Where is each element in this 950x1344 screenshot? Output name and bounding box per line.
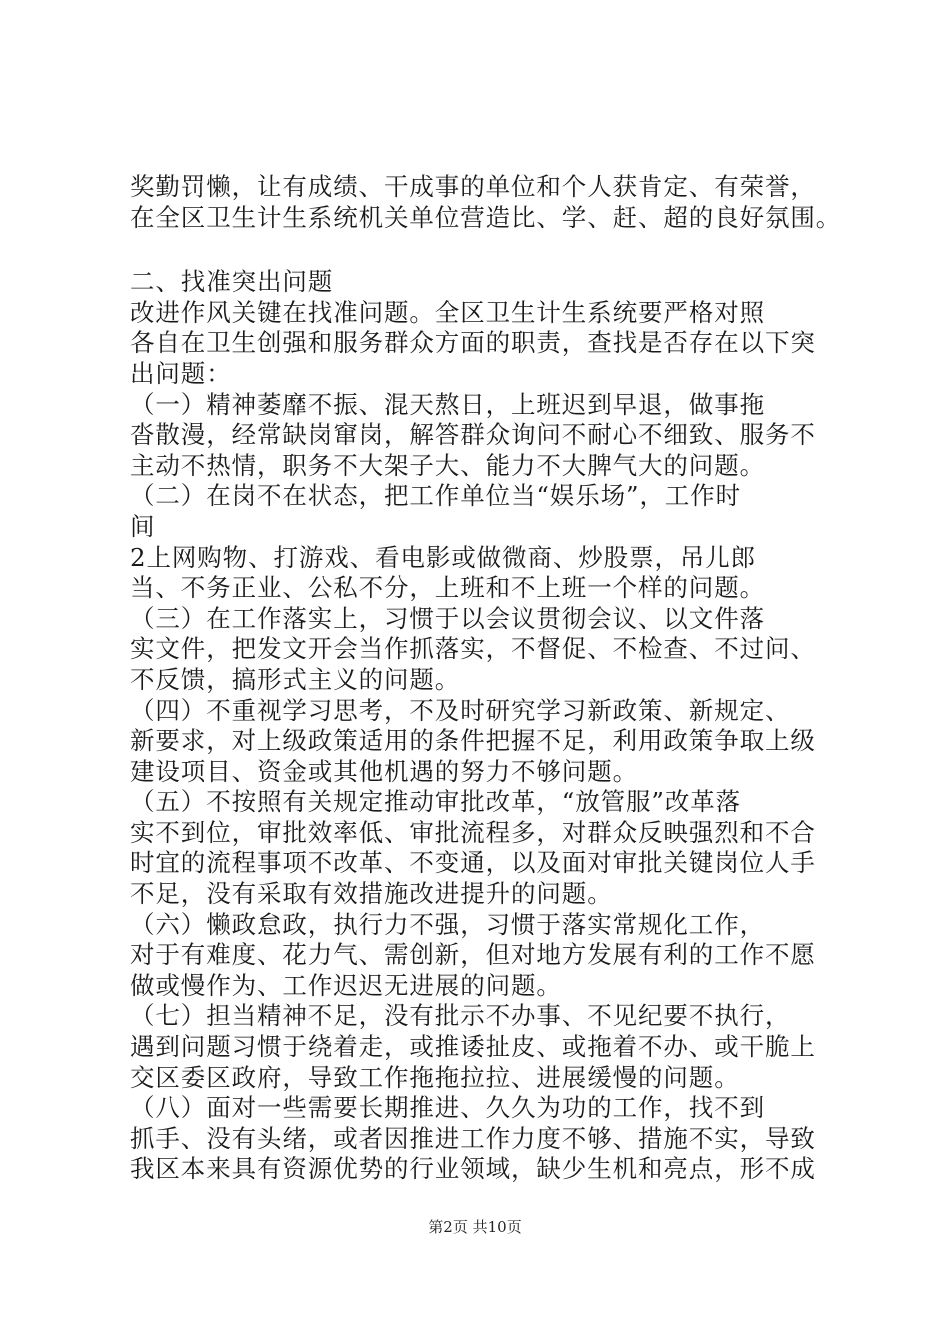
- paragraph-2: 改进作风关键在找准问题。全区卫生计生系统要严格对照 各自在卫生创强和服务群众方面的职责，查找是否存在以下突 出问题：: [130, 297, 816, 388]
- paragraph-8: （五）不按照有关规定推动审批改革，“放管服”改革落 实不到位，审批效率低、审批流程多，对群众反映强烈和不合 时宜的流程事项不改革、不变通，以及面对审批关键岗位人手 不足，没有采取有效措施改进提升的问题。: [130, 787, 816, 909]
- section-heading: 二、找准突出问题: [130, 267, 334, 297]
- paragraph-1: 奖勤罚懒，让有成绩、干成事的单位和个人获肯定、有荣誉， 在全区卫生计生系统机关单位营造比、学、赶、超的良好氛围。: [130, 172, 842, 232]
- page-footer: 第2页 共10页: [428, 1218, 522, 1236]
- paragraph-9: （六）懒政怠政，执行力不强，习惯于落实常规化工作， 对于有难度、花力气、需创新，但对地方发展有利的工作不愿 做或慢作为、工作迟迟无进展的问题。: [130, 909, 816, 1000]
- paragraph-4: （二）在岗不在状态，把工作单位当“娱乐场”，工作时 间: [130, 481, 742, 541]
- paragraph-3: （一）精神萎靡不振、混天熬日，上班迟到早退，做事拖 沓散漫，经常缺岗窜岗，解答群众询问不耐心不细致、服务不 主动不热情，职务不大架子大、能力不大脾气大的问题。: [130, 389, 816, 480]
- paragraph-10: （七）担当精神不足，没有批示不办事、不见纪要不执行， 遇到问题习惯于绕着走，或推诿扯皮、或拖着不办、或干脆上 交区委区政府，导致工作拖拖拉拉、进展缓慢的问题。: [130, 1001, 816, 1092]
- paragraph-5: 2上网购物、打游戏、看电影或做微商、炒股票，吊儿郎 当、不务正业、公私不分，上班和不上班一个样的问题。: [130, 542, 765, 603]
- paragraph-7: （四）不重视学习思考，不及时研究学习新政策、新规定、 新要求，对上级政策适用的条件把握不足，利用政策争取上级 建设项目、资金或其他机遇的努力不够问题。: [130, 695, 816, 786]
- paragraph-6: （三）在工作落实上，习惯于以会议贯彻会议、以文件落 实文件，把发文开会当作抓落实，不督促、不检查、不过问、 不反馈，搞形式主义的问题。: [130, 603, 816, 694]
- paragraph-11: （八）面对一些需要长期推进、久久为功的工作，找不到 抓手、没有头绪，或者因推进工作力度不够、措施不实，导致 我区本来具有资源优势的行业领域，缺少生机和亮点，形不成: [130, 1093, 816, 1184]
- document-body: [130, 172, 850, 1185]
- paragraph-gap: [130, 233, 850, 267]
